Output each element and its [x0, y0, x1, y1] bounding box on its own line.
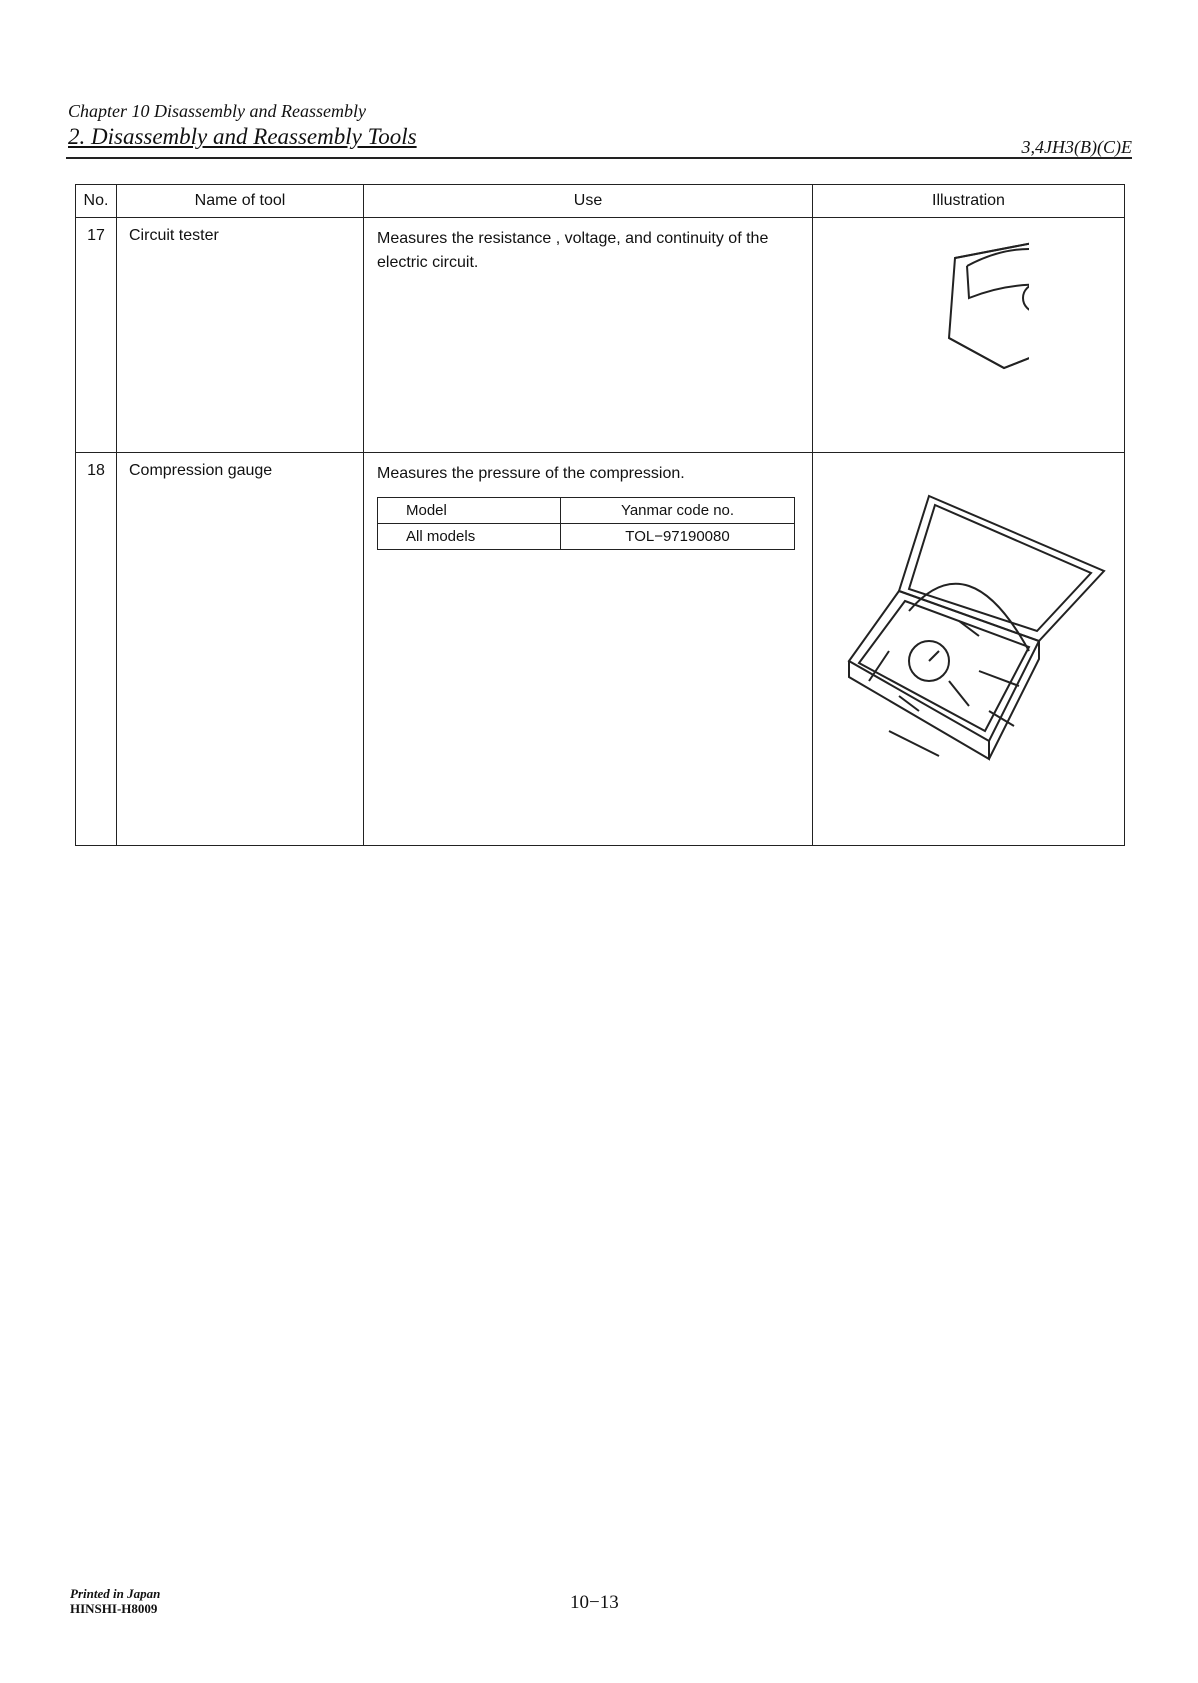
tool-number: 18: [76, 453, 117, 846]
tools-table: [75, 184, 1125, 846]
header-rule: [66, 157, 1132, 159]
code-table-row: [378, 524, 795, 550]
column-header-no: No.: [76, 185, 117, 218]
tool-number: 17: [76, 218, 117, 453]
code-table-header: [378, 498, 795, 524]
column-header-illustration: Illustration: [813, 185, 1125, 218]
table-header-row: [76, 185, 1125, 218]
compression-gauge-kit-illustration: [829, 481, 1109, 791]
section-title: 2. Disassembly and Reassembly Tools: [68, 124, 417, 149]
model-code: 3,4JH3(B)(C)E: [1021, 137, 1132, 157]
column-header-use: Use: [364, 185, 813, 218]
tool-illustration-cell: [813, 453, 1125, 846]
code-number: TOL−97190080: [561, 524, 795, 550]
code-table: [377, 497, 795, 550]
tool-use-cell: [364, 453, 813, 846]
page-number: 10−13: [570, 1592, 619, 1613]
chapter-heading: Chapter 10 Disassembly and Reassembly: [68, 101, 366, 121]
tool-illustration-cell: [813, 218, 1125, 453]
printed-in-label: Printed in Japan: [70, 1586, 161, 1601]
circuit-tester-illustration: [909, 218, 1029, 408]
tool-name: Circuit tester: [117, 218, 364, 453]
document-code: HINSHI-H8009: [70, 1601, 158, 1616]
tool-use: Measures the pressure of the compression.: [377, 465, 685, 482]
table-row: [76, 453, 1125, 846]
tool-name: Compression gauge: [117, 453, 364, 846]
table-row: [76, 218, 1125, 453]
code-header-code: Yanmar code no.: [561, 498, 795, 524]
code-header-model: Model: [378, 498, 561, 524]
column-header-name: Name of tool: [117, 185, 364, 218]
code-model: All models: [378, 524, 561, 550]
tool-use: Measures the resistance , voltage, and continuity of the electric circuit.: [364, 218, 813, 453]
